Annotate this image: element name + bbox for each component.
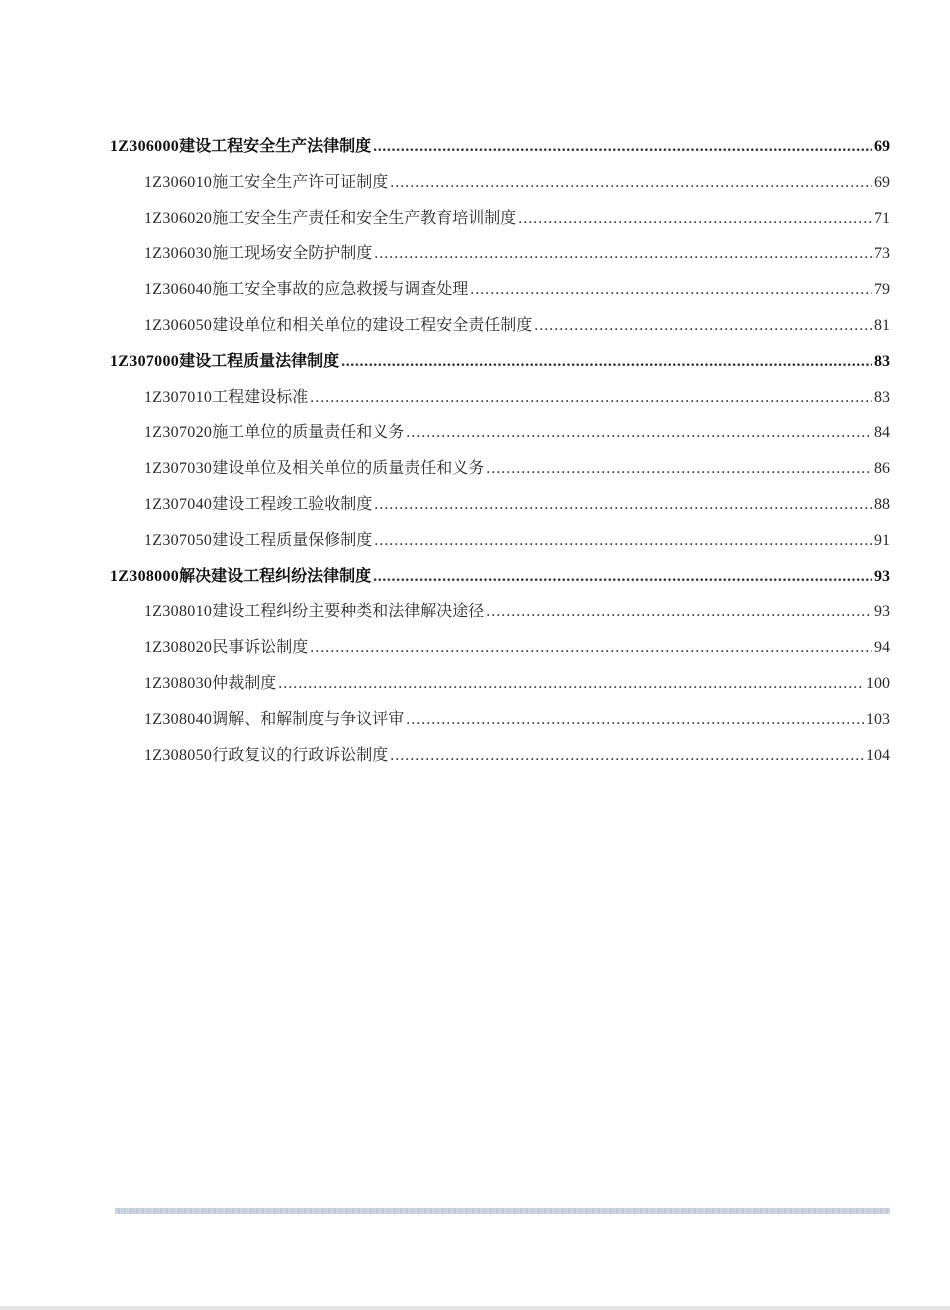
toc-page-number: 81 (874, 316, 890, 334)
toc-page-number: 103 (866, 710, 890, 728)
dot-leader (390, 165, 872, 201)
toc-title: 工程建设标准 (212, 386, 309, 406)
toc-title: 建设工程质量法律制度 (179, 350, 340, 370)
dot-leader (486, 451, 872, 487)
toc-section-1z306030[interactable] (110, 235, 890, 271)
toc-section-1z308040[interactable] (110, 701, 890, 737)
toc-chapter-1z307000[interactable] (110, 343, 890, 379)
dot-leader (310, 380, 872, 416)
toc-title: 建设单位及相关单位的质量责任和义务 (212, 458, 485, 478)
dot-leader (406, 702, 864, 738)
toc-section-1z306040[interactable] (110, 271, 890, 307)
toc-code: 1Z306000 (110, 138, 180, 155)
toc-chapter-1z308000[interactable] (110, 558, 890, 594)
toc-code: 1Z307030 (144, 460, 213, 478)
toc-title: 仲裁制度 (212, 672, 277, 692)
toc-code: 1Z308000 (110, 567, 180, 585)
toc-page-number: 79 (874, 281, 890, 299)
toc-page-number: 104 (866, 746, 890, 764)
toc-code: 1Z306040 (144, 281, 213, 299)
toc-code: 1Z307050 (144, 531, 213, 549)
toc-section-1z306010[interactable] (110, 164, 890, 200)
toc-title: 施工安全生产责任和安全生产教育培训制度 (212, 207, 517, 227)
toc-page-number: 83 (874, 352, 890, 370)
toc-section-1z308030[interactable] (110, 665, 890, 701)
toc-page-number: 93 (874, 567, 890, 585)
dot-leader (534, 308, 872, 344)
dot-leader (278, 666, 864, 702)
toc-title: 建设单位和相关单位的建设工程安全责任制度 (212, 314, 533, 334)
toc-title: 调解、和解制度与争议评审 (212, 708, 405, 728)
toc-title: 施工现场安全防护制度 (212, 243, 373, 263)
toc-code: 1Z306050 (144, 316, 213, 334)
toc-page-number: 69 (874, 138, 890, 155)
dot-leader (406, 415, 872, 451)
toc-chapter-1z306000[interactable] (110, 128, 890, 164)
dot-leader (518, 201, 872, 237)
toc-code: 1Z308010 (144, 603, 213, 621)
toc-code: 1Z308040 (144, 710, 213, 728)
toc-section-1z308050[interactable] (110, 737, 890, 773)
toc-section-1z306050[interactable] (110, 307, 890, 343)
toc-page-number: 91 (874, 531, 890, 549)
dot-leader (341, 344, 872, 380)
toc-code: 1Z307010 (144, 388, 213, 406)
toc-section-1z307050[interactable] (110, 522, 890, 558)
toc-title: 建设工程质量保修制度 (212, 529, 373, 549)
toc-page-number: 83 (874, 388, 890, 406)
toc-title: 解决建设工程纠纷法律制度 (179, 565, 372, 585)
dot-leader (373, 559, 872, 595)
toc-code: 1Z307000 (110, 352, 180, 370)
dot-leader (486, 594, 872, 630)
toc-section-1z307040[interactable] (110, 486, 890, 522)
toc-page-number: 93 (874, 603, 890, 621)
toc-code: 1Z306030 (144, 245, 213, 263)
toc-title: 行政复议的行政诉讼制度 (212, 744, 389, 764)
toc-section-1z308010[interactable] (110, 593, 890, 629)
dot-leader (374, 523, 872, 559)
toc-title: 建设工程纠纷主要种类和法律解决途径 (212, 601, 485, 621)
toc-page-number: 94 (874, 639, 890, 657)
toc-page-number: 69 (874, 173, 890, 191)
toc-code: 1Z308030 (144, 674, 213, 692)
toc-title: 建设工程安全生产法律制度 (179, 136, 372, 155)
toc-page-number: 100 (866, 674, 890, 692)
dot-leader (374, 236, 872, 272)
toc-section-1z306020[interactable] (110, 200, 890, 236)
footer-rule (115, 1208, 890, 1214)
toc-title: 施工单位的质量责任和义务 (212, 422, 405, 442)
toc-code: 1Z308020 (144, 639, 213, 657)
toc-section-1z308020[interactable] (110, 629, 890, 665)
toc-page-number: 88 (874, 495, 890, 513)
toc-code: 1Z307020 (144, 424, 213, 442)
table-of-contents (110, 128, 890, 772)
toc-section-1z307030[interactable] (110, 450, 890, 486)
toc-title: 施工安全事故的应急救援与调查处理 (212, 279, 469, 299)
toc-page-number: 73 (874, 245, 890, 263)
toc-page-number: 86 (874, 460, 890, 478)
toc-title: 建设工程竣工验收制度 (212, 493, 373, 513)
toc-code: 1Z308050 (144, 746, 213, 764)
toc-title: 施工安全生产许可证制度 (212, 171, 389, 191)
dot-leader (373, 129, 872, 165)
toc-code: 1Z306010 (144, 173, 213, 191)
dot-leader (470, 272, 872, 308)
toc-code: 1Z306020 (144, 209, 213, 227)
page-bottom-edge (0, 1306, 950, 1310)
dot-leader (310, 630, 872, 666)
dot-leader (374, 487, 872, 523)
toc-section-1z307010[interactable] (110, 379, 890, 415)
toc-title: 民事诉讼制度 (212, 637, 309, 657)
toc-page-number: 84 (874, 424, 890, 442)
toc-page-number: 71 (874, 209, 890, 227)
dot-leader (390, 738, 864, 774)
toc-section-1z307020[interactable] (110, 414, 890, 450)
toc-code: 1Z307040 (144, 495, 213, 513)
